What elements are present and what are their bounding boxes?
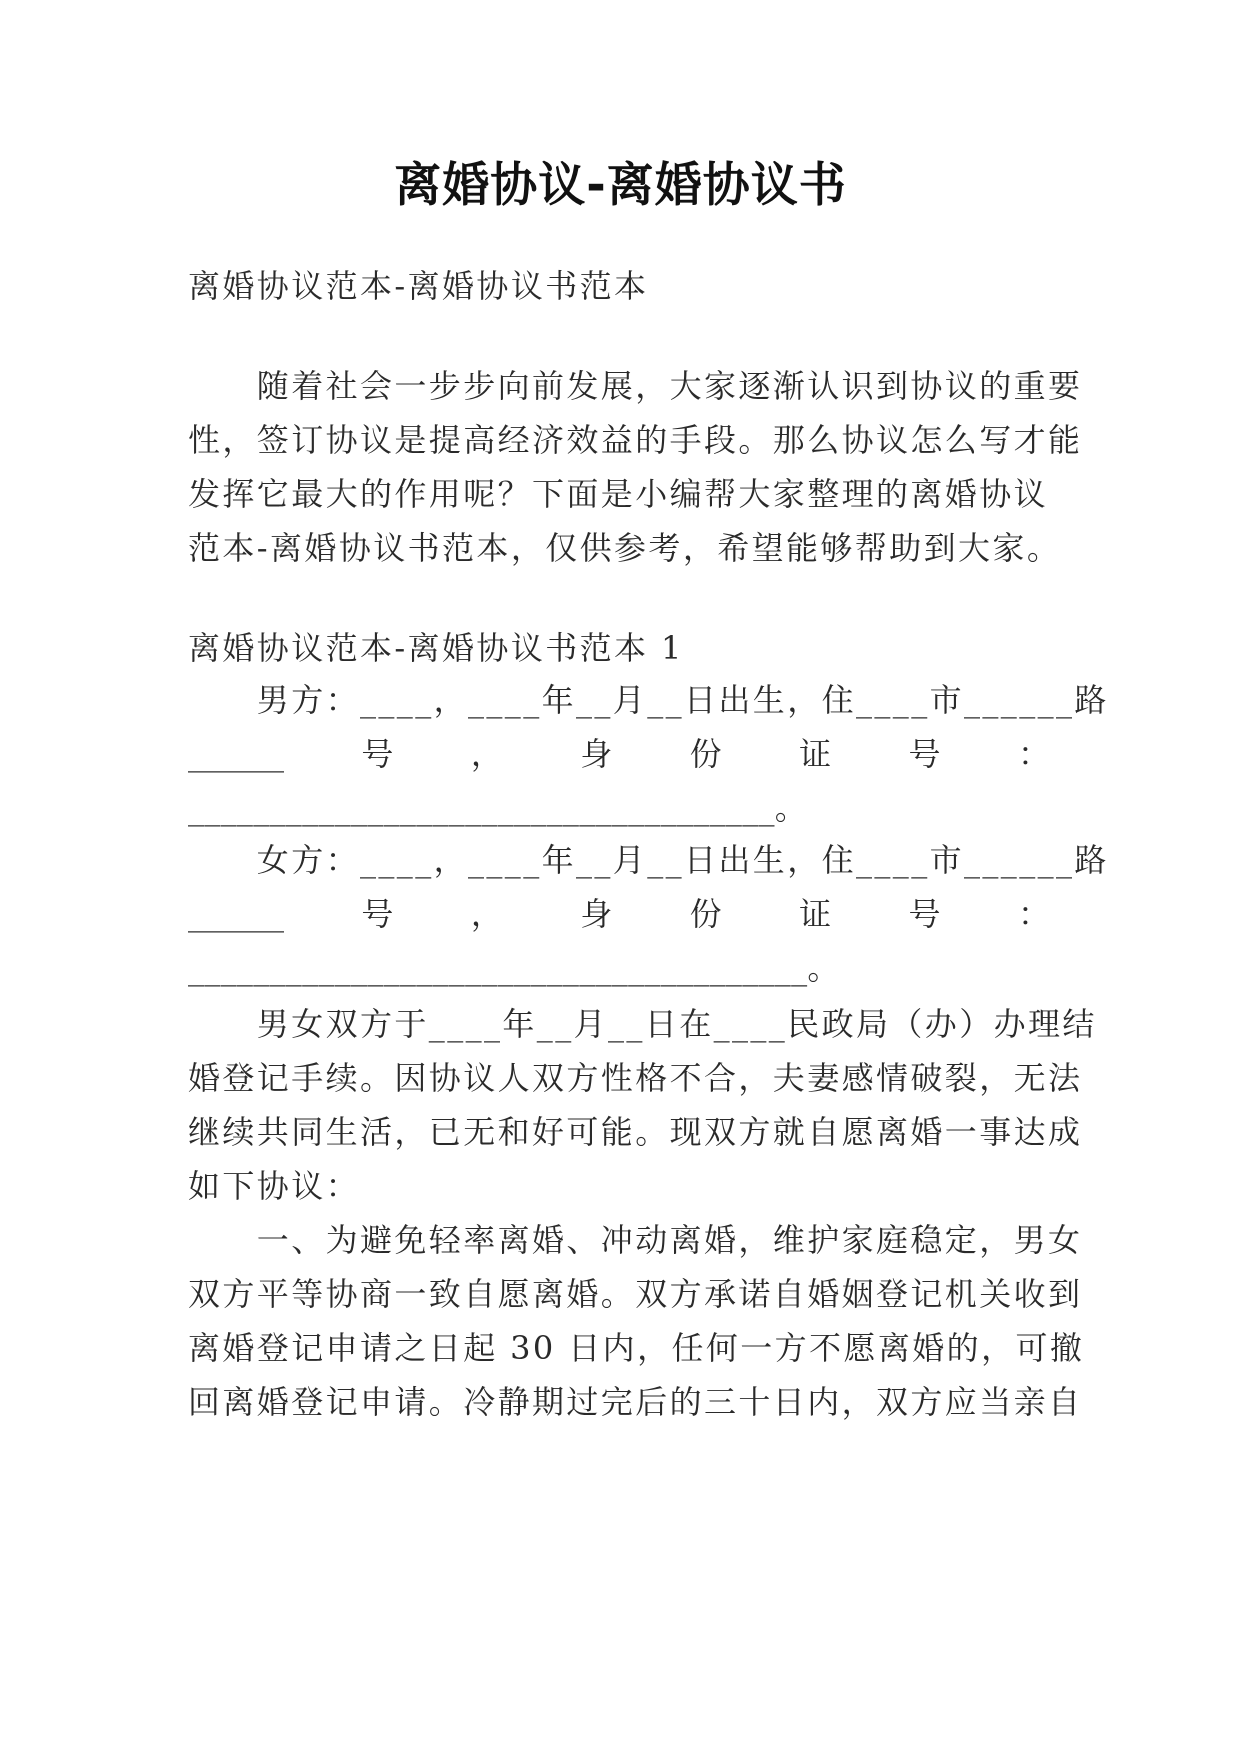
para1-line: 婚登记手续。因协议人双方性格不合，夫妻感情破裂，无法 (188, 1059, 1083, 1097)
woman-info-line: 女方：____，____年__月__日出生，住____市______路 (188, 841, 1109, 879)
woman-id-cell: ______ (188, 895, 284, 933)
man-id-row (188, 734, 1050, 774)
intro-line: 发挥它最大的作用呢？下面是小编帮大家整理的离婚协议 (188, 475, 1049, 513)
woman-id-blank: ______________________________________。 (188, 949, 840, 987)
woman-id-row (188, 894, 1050, 934)
intro-line: 随着社会一步步向前发展，大家逐渐认识到协议的重要 (188, 367, 1083, 405)
man-id-cell: 号 (908, 735, 941, 773)
woman-id-cell: 身 (580, 895, 613, 933)
section-heading: 离婚协议范本-离婚协议书范本 1 (188, 629, 684, 667)
man-id-cell: 号 (361, 735, 394, 773)
para2-line: 一、为避免轻率离婚、冲动离婚，维护家庭稳定，男女 (188, 1221, 1083, 1259)
man-id-cell: 份 (689, 735, 722, 773)
woman-id-cell: 号 (361, 895, 394, 933)
woman-id-cell: ： (1017, 895, 1050, 933)
woman-id-cell: 份 (689, 895, 722, 933)
man-id-cell: 身 (580, 735, 613, 773)
woman-id-cell: ， (470, 895, 503, 933)
man-id-blank: ____________________________________。 (188, 789, 808, 827)
para1-line: 继续共同生活，已无和好可能。现双方就自愿离婚一事达成 (188, 1113, 1083, 1151)
woman-id-cell: 号 (908, 895, 941, 933)
woman-id-cell: 证 (799, 895, 832, 933)
man-id-cell: 证 (799, 735, 832, 773)
man-id-cell: ______ (188, 735, 284, 773)
para1-line: 如下协议： (188, 1167, 361, 1205)
subtitle: 离婚协议范本-离婚协议书范本 (188, 267, 649, 305)
intro-line: 性，签订协议是提高经济效益的手段。那么协议怎么写才能 (188, 421, 1083, 459)
man-info-line: 男方：____，____年__月__日出生，住____市______路 (188, 681, 1109, 719)
para2-line: 回离婚登记申请。冷静期过完后的三十日内，双方应当亲自 (188, 1383, 1083, 1421)
man-id-cell: ： (1017, 735, 1050, 773)
para2-line: 离婚登记申请之日起 30 日内，任何一方不愿离婚的，可撤 (188, 1329, 1085, 1367)
man-id-cell: ， (470, 735, 503, 773)
document-title: 离婚协议-离婚协议书 (394, 158, 847, 213)
para2-line: 双方平等协商一致自愿离婚。双方承诺自婚姻登记机关收到 (188, 1275, 1083, 1313)
para1-line: 男女双方于____年__月__日在____民政局（办）办理结 (188, 1005, 1097, 1043)
intro-line: 范本-离婚协议书范本，仅供参考，希望能够帮助到大家。 (188, 529, 1062, 567)
